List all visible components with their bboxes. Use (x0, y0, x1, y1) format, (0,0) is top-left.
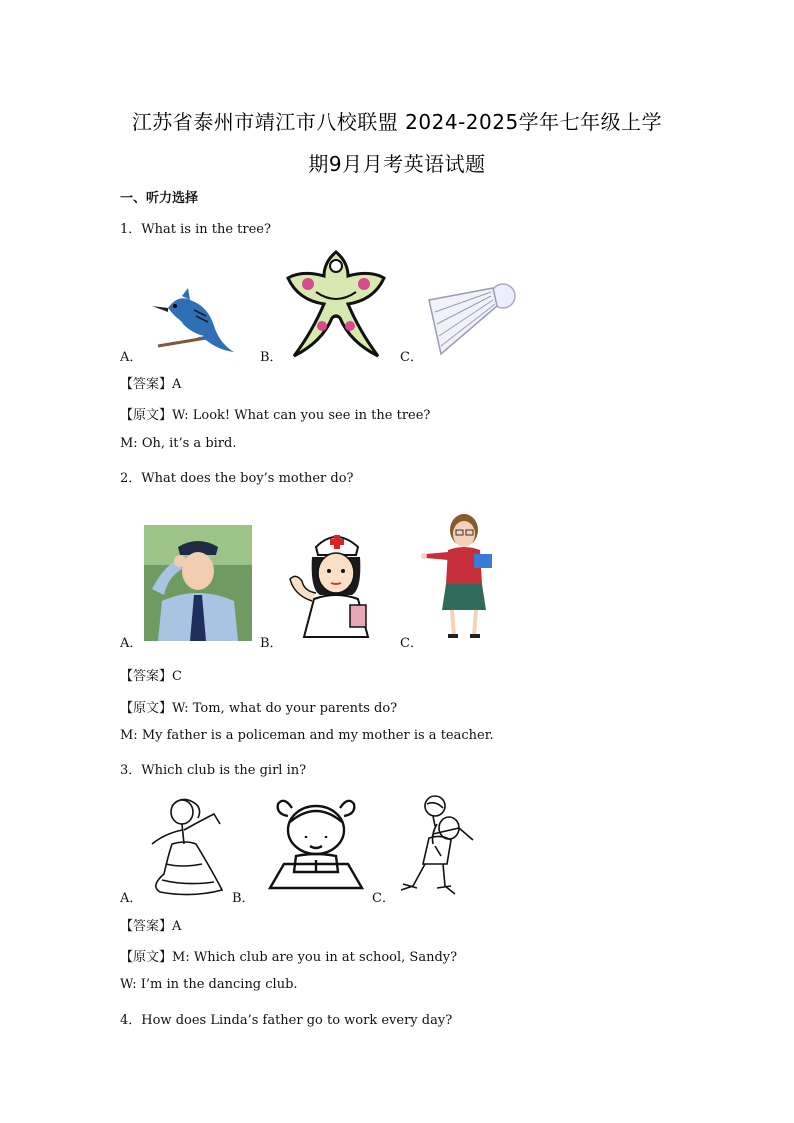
script-label: 【原文】 (120, 701, 173, 716)
q1-script-m: M: Oh, it’s a bird. (120, 436, 237, 451)
script-text: W: Tom, what do your parents do? (172, 701, 398, 716)
q1-option-a-label: A． (120, 350, 143, 365)
answer-value: C (172, 669, 182, 684)
q1-option-b-label: B． (260, 350, 283, 365)
q1-script-w (120, 404, 430, 423)
script-label: 【原文】 (120, 950, 173, 965)
q3-script-m (120, 946, 457, 965)
policewoman-icon (144, 525, 252, 641)
q2-option-a-label: A． (120, 636, 143, 651)
q2-answer (120, 665, 182, 684)
page-title-line1: 江苏省泰州市靖江市八校联盟 2024-2025学年七年级上学 (131, 110, 663, 134)
script-text: W: Look! What can you see in the tree? (172, 408, 431, 423)
q1-answer (120, 373, 181, 392)
q3-answer (120, 915, 181, 934)
bird-icon (148, 286, 240, 356)
q2-script-m: M: My father is a policeman and my mother is a teacher. (120, 728, 494, 743)
answer-value: A (172, 919, 182, 934)
q3-option-a-label: A． (120, 891, 143, 906)
answer-label: 【答案】 (120, 669, 173, 684)
question-1: 1．What is in the tree? (120, 222, 271, 237)
answer-value: A (172, 377, 182, 392)
q2-option-c-label: C． (400, 636, 423, 651)
kite-icon (286, 248, 386, 360)
nurse-icon (286, 527, 386, 645)
q3-option-c-label: C． (372, 891, 395, 906)
q3-script-w: W: I’m in the dancing club. (120, 977, 298, 992)
page-title-line2: 期9月月考英语试题 (308, 152, 486, 176)
answer-label: 【答案】 (120, 377, 173, 392)
q2-option-b-label: B． (260, 636, 283, 651)
section-heading: 一、听力选择 (120, 191, 199, 206)
reading-girl-icon (266, 794, 366, 892)
shuttlecock-icon (425, 282, 519, 358)
dancer-icon (142, 794, 232, 898)
answer-label: 【答案】 (120, 919, 173, 934)
question-3: 3．Which club is the girl in? (120, 763, 307, 778)
question-4: 4．How does Linda’s father go to work every day? (120, 1013, 453, 1028)
q1-option-c-label: C． (400, 350, 423, 365)
teacher-icon (420, 510, 500, 640)
question-2: 2．What does the boy’s mother do? (120, 471, 354, 486)
q3-option-b-label: B． (232, 891, 255, 906)
basketball-player-icon (393, 794, 483, 898)
script-label: 【原文】 (120, 408, 173, 423)
script-text: M: Which club are you in at school, Sandy? (172, 950, 458, 965)
q2-script-w (120, 697, 397, 716)
